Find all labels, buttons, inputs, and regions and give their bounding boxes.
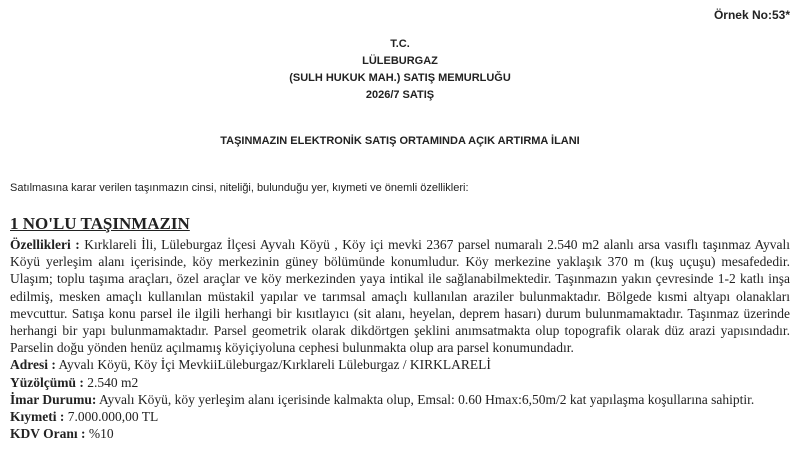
zoning-row xyxy=(10,391,790,408)
vat-value: %10 xyxy=(88,426,114,442)
address-row xyxy=(10,356,790,373)
announcement-title: TAŞINMAZIN ELEKTRONİK SATIŞ ORTAMINDA AÇIK ARTIRMA İLANI xyxy=(220,135,580,147)
address-value: Ayvalı Köyü, Köy İçi MevkiiLüleburgaz/Kırklareli Lüleburgaz / KIRKLARELİ xyxy=(58,357,491,373)
zoning-value: Ayvalı Köyü, köy yerleşim alanı içerisinde kalmakta olup, Emsal: 0.60 Hmax:6,50m/2 kat yapılaşma koşullarına sahiptir. xyxy=(99,391,755,407)
zoning-label: İmar Durumu: xyxy=(10,391,97,407)
lot-details xyxy=(10,236,790,442)
document-header xyxy=(0,36,800,104)
features-row xyxy=(10,236,790,356)
area-label: Yüzölçümü : xyxy=(10,374,84,390)
header-line-case: 2026/7 SATIŞ xyxy=(365,89,435,101)
value-label: Kıymeti : xyxy=(10,409,65,425)
features-text: Kırklareli İli, Lüleburgaz İlçesi Ayvalı Köyü , Köy içi mevki 2367 parsel numaralı 2.540 m2 alanlı arsa vasıflı taşınmaz Ayvalı Köyü yerleşim alanı içerisinde, köy merkezinin güney bölümünde konumludur. Köy merkezine yaklaşık 370 m (kuş uçuşu) mesafededir. Ulaşım; toplu taşıma araçları, özel araçlar ve köy merkezinden yaya intikal ile sağlanabilmektedir. Taşınmazın yakın çevresinde 1-2 katlı inşa edilmiş, mesken amaçlı kullanılan müstakil yapılar ve tarımsal amaçlı kullanılan araziler bulunmaktadır. Bölgede kısmi altyapı olanakları mevcuttur. Satışa konu parsel ile ilgili herhangi bir kısıtlayıcı (sit alanı, heyelan, deprem hasarı) durum bulunmamaktadır. Taşınmaz üzerinde herhangi bir yapı bulunmamaktadır. Parsel geometrik olarak dikdörtgen şeklini anımsatmakta olup topografik olarak düz arazi yapısındadır. Parselin doğu yönden henüz açılmamış köyiçiyoluna cephesi bulunmakta olup ara parsel konumundadır. xyxy=(10,237,790,356)
intro-text: Satılmasına karar verilen taşınmazın cinsi, niteliği, bulunduğu yer, kıymeti ve önemli özellikleri: xyxy=(10,182,469,194)
address-label: Adresi : xyxy=(10,357,56,373)
vat-label: KDV Oranı : xyxy=(10,426,86,442)
value-amount: 7.000.000,00 TL xyxy=(67,409,159,425)
area-value: 2.540 m2 xyxy=(87,374,139,390)
value-row xyxy=(10,408,790,425)
header-line-tc: T.C. xyxy=(390,38,410,50)
area-row xyxy=(10,374,790,391)
features-label: Özellikleri : xyxy=(10,237,80,252)
vat-row xyxy=(10,425,790,442)
header-line-office: (SULH HUKUK MAH.) SATIŞ MEMURLUĞU xyxy=(289,72,511,84)
lot-heading: 1 NO'LU TAŞINMAZIN xyxy=(10,214,190,233)
sample-number: Örnek No:53* xyxy=(713,8,790,22)
header-line-city: LÜLEBURGAZ xyxy=(362,55,438,67)
